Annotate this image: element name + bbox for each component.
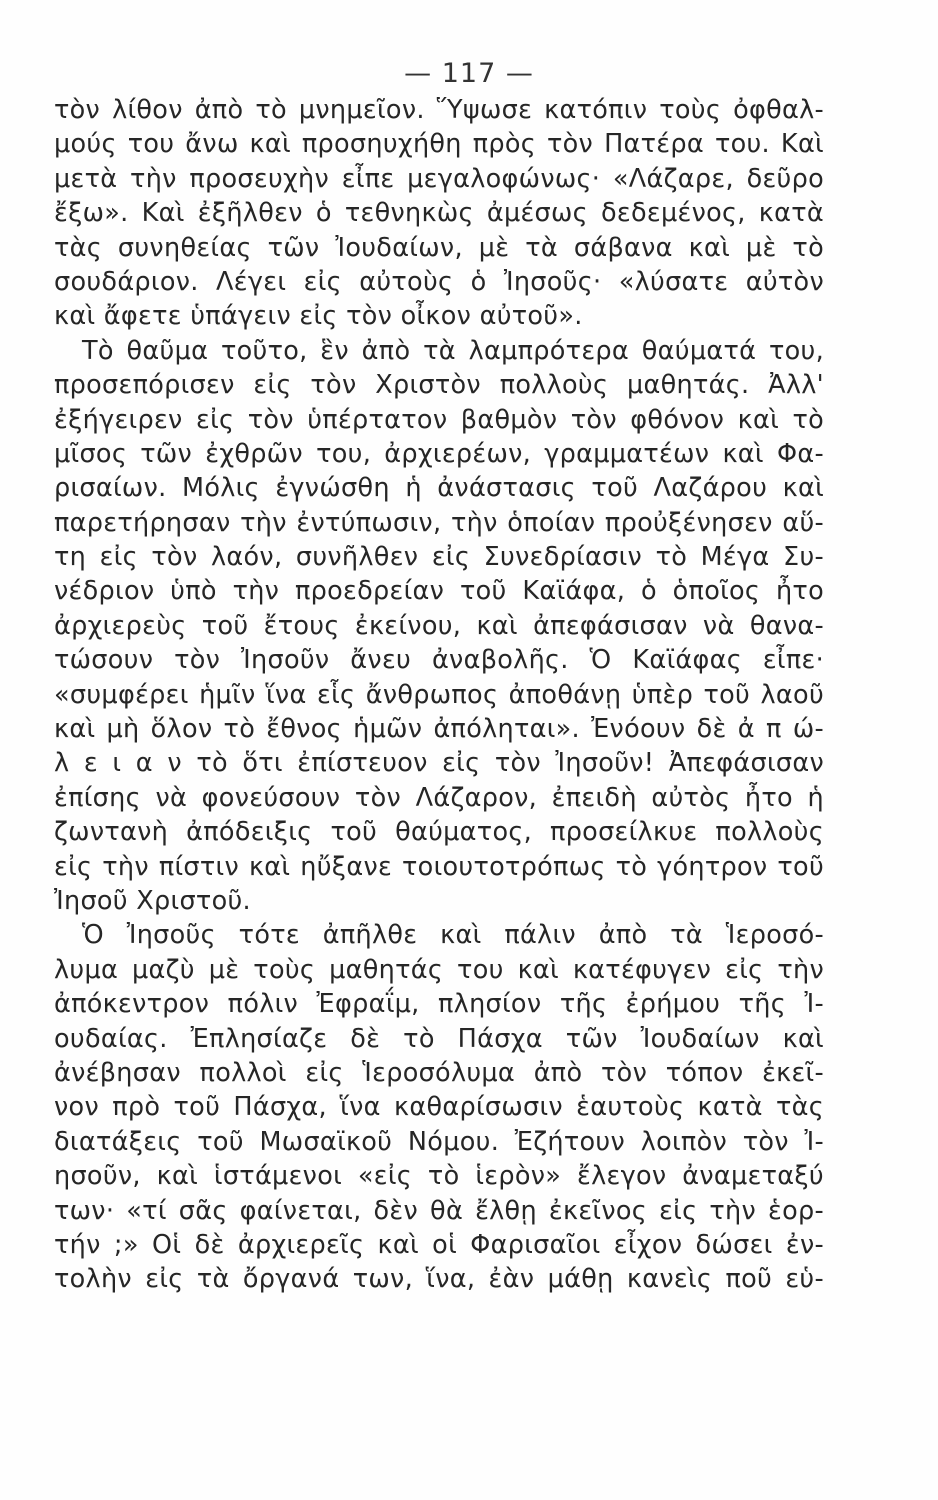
text-line: ουδαίας. Ἐπλησίαζε δὲ τὸ Πάσχα τῶν Ἰουδαίων καὶ (54, 1023, 824, 1054)
text-line: Τὸ θαῦμα τοῦτο, ἓν ἀπὸ τὰ λαμπρότερα θαύματά του, (82, 335, 824, 366)
text-line: ρισαίων. Μόλις ἐγνώσθη ἡ ἀνάστασις τοῦ Λαζάρου καὶ (54, 473, 824, 504)
text-line: λυμα μαζὺ μὲ τοὺς μαθητάς του καὶ κατέφυγεν εἰς τὴν (54, 954, 824, 985)
text-line: τολὴν εἰς τὰ ὄργανά των, ἵνα, ἐὰν μάθῃ κανεὶς ποῦ εὑ- (54, 1264, 824, 1295)
text-line: τὰς συνηθείας τῶν Ἰουδαίων, μὲ τὰ σάβανα καὶ μὲ τὸ (54, 232, 824, 263)
text-line: σουδάριον. Λέγει εἰς αὐτοὺς ὁ Ἰησοῦς· «λύσατε αὐτὸν (54, 266, 824, 297)
text-line: καὶ μὴ ὅλον τὸ ἔθνος ἡμῶν ἀπόληται». Ἐνόουν δὲ ἀ π ώ- (54, 714, 824, 745)
text-line: διατάξεις τοῦ Μωσαϊκοῦ Νόμου. Ἐζήτουν λοιπὸν τὸν Ἰ- (54, 1126, 824, 1157)
text-line: παρετήρησαν τὴν ἐντύπωσιν, τὴν ὁποίαν προὐξένησεν αὕ- (54, 507, 824, 538)
text-line: εἰς τὴν πίστιν καὶ ηὔξανε τοιουτοτρόπως τὸ γόητρον τοῦ (54, 851, 824, 882)
text-line: λ ε ι α ν τὸ ὅτι ἐπίστευον εἰς τὸν Ἰησοῦν! Ἀπεφάσισαν (54, 748, 824, 779)
text-line: τώσουν τὸν Ἰησοῦν ἄνευ ἀναβολῆς. Ὁ Καϊάφας εἶπε· (54, 645, 824, 676)
text-line: ἐξήγειρεν εἰς τὸν ὑπέρτατον βαθμὸν τὸν φθόνον καὶ τὸ (54, 404, 824, 435)
text-line: μῖσος τῶν ἐχθρῶν του, ἀρχιερέων, γραμματέων καὶ Φα- (54, 438, 824, 469)
text-line: Ἰησοῦ Χριστοῦ. (54, 885, 251, 916)
text-line: τη εἰς τὸν λαόν, συνῆλθεν εἰς Συνεδρίασιν τὸ Μέγα Συ- (54, 542, 824, 573)
text-line: καὶ ἄφετε ὑπάγειν εἰς τὸν οἶκον αὐτοῦ». (54, 301, 583, 332)
text-line: τήν ;» Οἱ δὲ ἀρχιερεῖς καὶ οἱ Φαρισαῖοι εἶχον δώσει ἐν- (54, 1229, 824, 1260)
text-line: ἐπίσης νὰ φονεύσουν τὸν Λάζαρον, ἐπειδὴ αὐτὸς ἦτο ἡ (54, 782, 824, 813)
text-line: νέδριον ὑπὸ τὴν προεδρείαν τοῦ Καϊάφα, ὁ ὁποῖος ἦτο (54, 576, 824, 607)
text-line: «συμφέρει ἡμῖν ἵνα εἷς ἄνθρωπος ἀποθάνῃ ὑπὲρ τοῦ λαοῦ (54, 679, 824, 710)
text-line: μούς του ἄνω καὶ προσηυχήθη πρὸς τὸν Πατέρα του. Καὶ (54, 129, 824, 160)
text-line: Ὁ Ἰησοῦς τότε ἀπῆλθε καὶ πάλιν ἀπὸ τὰ Ἱεροσό- (82, 920, 824, 951)
text-line: ησοῦν, καὶ ἱστάμενοι «εἰς τὸ ἱερὸν» ἔλεγον ἀναμεταξύ (54, 1161, 824, 1192)
body-text (54, 93, 824, 1297)
text-line: ἀπόκεντρον πόλιν Ἐφραΐμ, πλησίον τῆς ἐρήμου τῆς Ἰ- (54, 989, 824, 1020)
text-line: ζωντανὴ ἀπόδειξις τοῦ θαύματος, προσείλκυε πολλοὺς (54, 817, 824, 848)
page-number: — 117 — (404, 58, 534, 89)
text-line: μετὰ τὴν προσευχὴν εἶπε μεγαλοφώνως· «Λάζαρε, δεῦρο (54, 163, 824, 194)
text-line: των· «τί σᾶς φαίνεται, δὲν θὰ ἔλθῃ ἐκεῖνος εἰς τὴν ἑορ- (54, 1195, 824, 1226)
text-line: προσεπόρισεν εἰς τὸν Χριστὸν πολλοὺς μαθητάς. Ἀλλ' (54, 370, 824, 401)
text-line: τὸν λίθον ἀπὸ τὸ μνημεῖον. Ὕψωσε κατόπιν τοὺς ὀφθαλ- (54, 95, 824, 125)
text-line: ἀρχιερεὺς τοῦ ἔτους ἐκείνου, καὶ ἀπεφάσισαν νὰ θανα- (54, 610, 824, 641)
text-line: ἀνέβησαν πολλοὶ εἰς Ἱεροσόλυμα ἀπὸ τὸν τόπον ἐκεῖ- (54, 1057, 824, 1088)
text-line: ἔξω». Καὶ ἐξῆλθεν ὁ τεθνηκὼς ἀμέσως δεδεμένος, κατὰ (54, 198, 824, 229)
text-line: νον πρὸ τοῦ Πάσχα, ἵνα καθαρίσωσιν ἑαυτοὺς κατὰ τὰς (54, 1092, 824, 1123)
